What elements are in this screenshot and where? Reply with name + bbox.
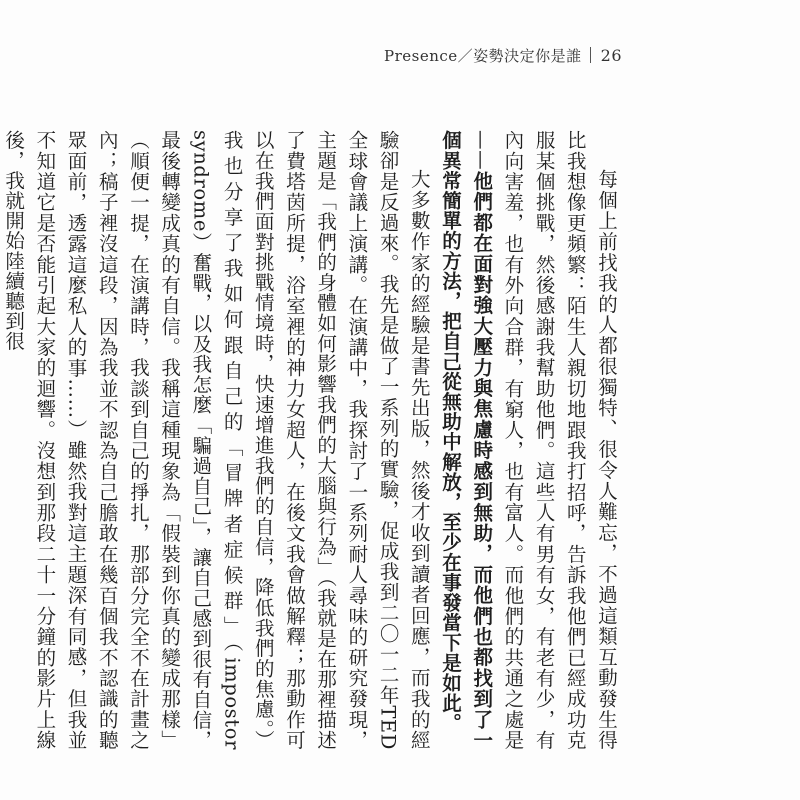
- running-header: [384, 44, 622, 66]
- book-title: Presence／姿勢決定你是誰: [383, 46, 582, 65]
- page-number: 26: [600, 45, 622, 65]
- body-text: [2, 130, 622, 750]
- paragraph-2: [0, 130, 435, 750]
- paragraph-1-text: 每個上前找我的人都很獨特、很令人難忘，不過這類互動發生得比我想像更頻繁：陌生人親切地跟我打招呼，告訴我他們已經成功克服某個挑戰，然後感謝我幫助他們。這些人有男有女，有老有少，有內向害羞，也有外向合群，有窮人，也有富人。而他們的共通之處是——: [470, 130, 618, 750]
- header-divider: [590, 47, 591, 63]
- paragraph-1-emphasis: 他們都在面對強大壓力與焦慮時感到無助，而他們也都找到了一個異常簡單的方法，把自己從無助中解放，至少在事發當下是如此。: [438, 130, 494, 750]
- paragraph-2-text: 大多數作家的經驗是書先出版，然後才收到讀者回應，而我的經驗卻是反過來。我先是做了一系列的實驗，促成我到二〇一二年TED全球會議上演講。在演講中，我探討了一系列耐人尋味的研究發現，主題是「我們的身體如何影響我們的大腦與行為」（我就是在那裡描述了費塔茵所提，浴室裡的神力女超人，在後文我會做解釋；那動作可以在我們面對挑戰情境時，快速增進我們的自信，降低我們的焦慮。）我也分享了我如何跟自己的「冒牌者症候群」（impostor syndrome）奮戰，以及我怎麼「騙過自己」，讓自己感到很有自信，最後轉變成真的有自信。我稱這種現象為「假裝到你真的變成那樣」（順便一提，在演講時，我談到自己的掙扎，那部分完全不在計畫之內；稿子裡沒這段，因為我並不認為自己膽敢在幾百個我不認識的聽眾面前，透露這麼私人的事……）雖然我對這主題深有同感，但我並不知道它是否能引起大家的迴響。沒想到那段二十一分鐘的影片上線後，我就開始陸續聽到很: [2, 130, 431, 750]
- paragraph-1: [435, 130, 622, 750]
